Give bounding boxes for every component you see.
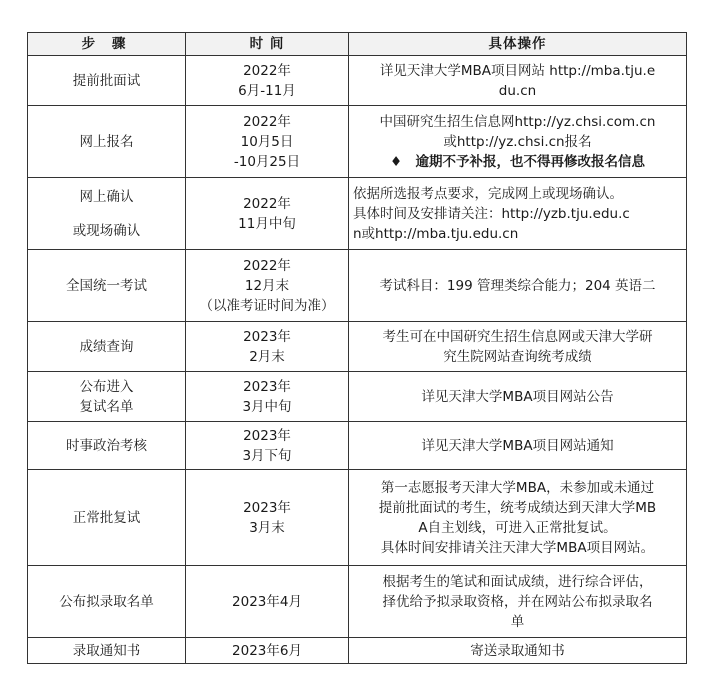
admission-schedule-table bbox=[27, 32, 687, 664]
step-cell: 录取通知书 bbox=[28, 638, 186, 664]
table-row bbox=[28, 422, 687, 470]
detail-cell: 考试科目：199 管理类综合能力；204 英语二 bbox=[349, 250, 687, 322]
time-cell: 2022年 10月5日 -10月25日 bbox=[186, 106, 349, 178]
time-cell: 2022年 12月末 （以准考证时间为准） bbox=[186, 250, 349, 322]
table-row bbox=[28, 106, 687, 178]
time-cell: 2023年 3月末 bbox=[186, 470, 349, 566]
step-cell: 提前批面试 bbox=[28, 56, 186, 106]
detail-cell: 中国研究生招生信息网http://yz.chsi.com.cn 或http://yz.chsi.cn报名 ♦ 逾期不予补报，也不得再修改报名信息 bbox=[349, 106, 687, 178]
detail-cell: 考生可在中国研究生招生信息网或天津大学研 究生院网站查询统考成绩 bbox=[349, 322, 687, 372]
detail-cell: 详见天津大学MBA项目网站通知 bbox=[349, 422, 687, 470]
time-cell: 2023年 2月末 bbox=[186, 322, 349, 372]
time-cell: 2022年 6月-11月 bbox=[186, 56, 349, 106]
step-cell: 全国统一考试 bbox=[28, 250, 186, 322]
deadline-warning: ♦ 逾期不予补报，也不得再修改报名信息 bbox=[389, 153, 646, 170]
step-cell: 网上报名 bbox=[28, 106, 186, 178]
table-row bbox=[28, 372, 687, 422]
table-row bbox=[28, 178, 687, 250]
table-row bbox=[28, 638, 687, 664]
time-cell: 2022年 11月中旬 bbox=[186, 178, 349, 250]
detail-cell: 寄送录取通知书 bbox=[349, 638, 687, 664]
step-cell: 正常批复试 bbox=[28, 470, 186, 566]
step-cell: 网上确认 或现场确认 bbox=[28, 178, 186, 250]
header-detail: 具体操作 bbox=[349, 33, 687, 56]
step-cell: 公布进入 复试名单 bbox=[28, 372, 186, 422]
table-row bbox=[28, 250, 687, 322]
detail-cell: 根据考生的笔试和面试成绩，进行综合评估， 择优给予拟录取资格，并在网站公布拟录取名 单 bbox=[349, 566, 687, 638]
time-cell: 2023年4月 bbox=[186, 566, 349, 638]
step-cell: 成绩查询 bbox=[28, 322, 186, 372]
step-cell: 时事政治考核 bbox=[28, 422, 186, 470]
table-row bbox=[28, 322, 687, 372]
table-row bbox=[28, 566, 687, 638]
header-step: 步 骤 bbox=[28, 33, 186, 56]
header-time: 时 间 bbox=[186, 33, 349, 56]
time-cell: 2023年 3月中旬 bbox=[186, 372, 349, 422]
detail-cell: 详见天津大学MBA项目网站 http://mba.tju.e du.cn bbox=[349, 56, 687, 106]
time-cell: 2023年6月 bbox=[186, 638, 349, 664]
detail-cell: 第一志愿报考天津大学MBA，未参加或未通过 提前批面试的考生，统考成绩达到天津大学MB A自主划线，可进入正常批复试。 具体时间安排请关注天津大学MBA项目网站。 bbox=[349, 470, 687, 566]
detail-cell: 详见天津大学MBA项目网站公告 bbox=[349, 372, 687, 422]
table-header-row bbox=[28, 33, 687, 56]
detail-cell: 依据所选报考点要求，完成网上或现场确认。 具体时间及安排请关注：http://yzb.tju.edu.c n或http://mba.tju.edu.cn bbox=[349, 178, 687, 250]
table-row bbox=[28, 470, 687, 566]
table-row bbox=[28, 56, 687, 106]
step-cell: 公布拟录取名单 bbox=[28, 566, 186, 638]
time-cell: 2023年 3月下旬 bbox=[186, 422, 349, 470]
